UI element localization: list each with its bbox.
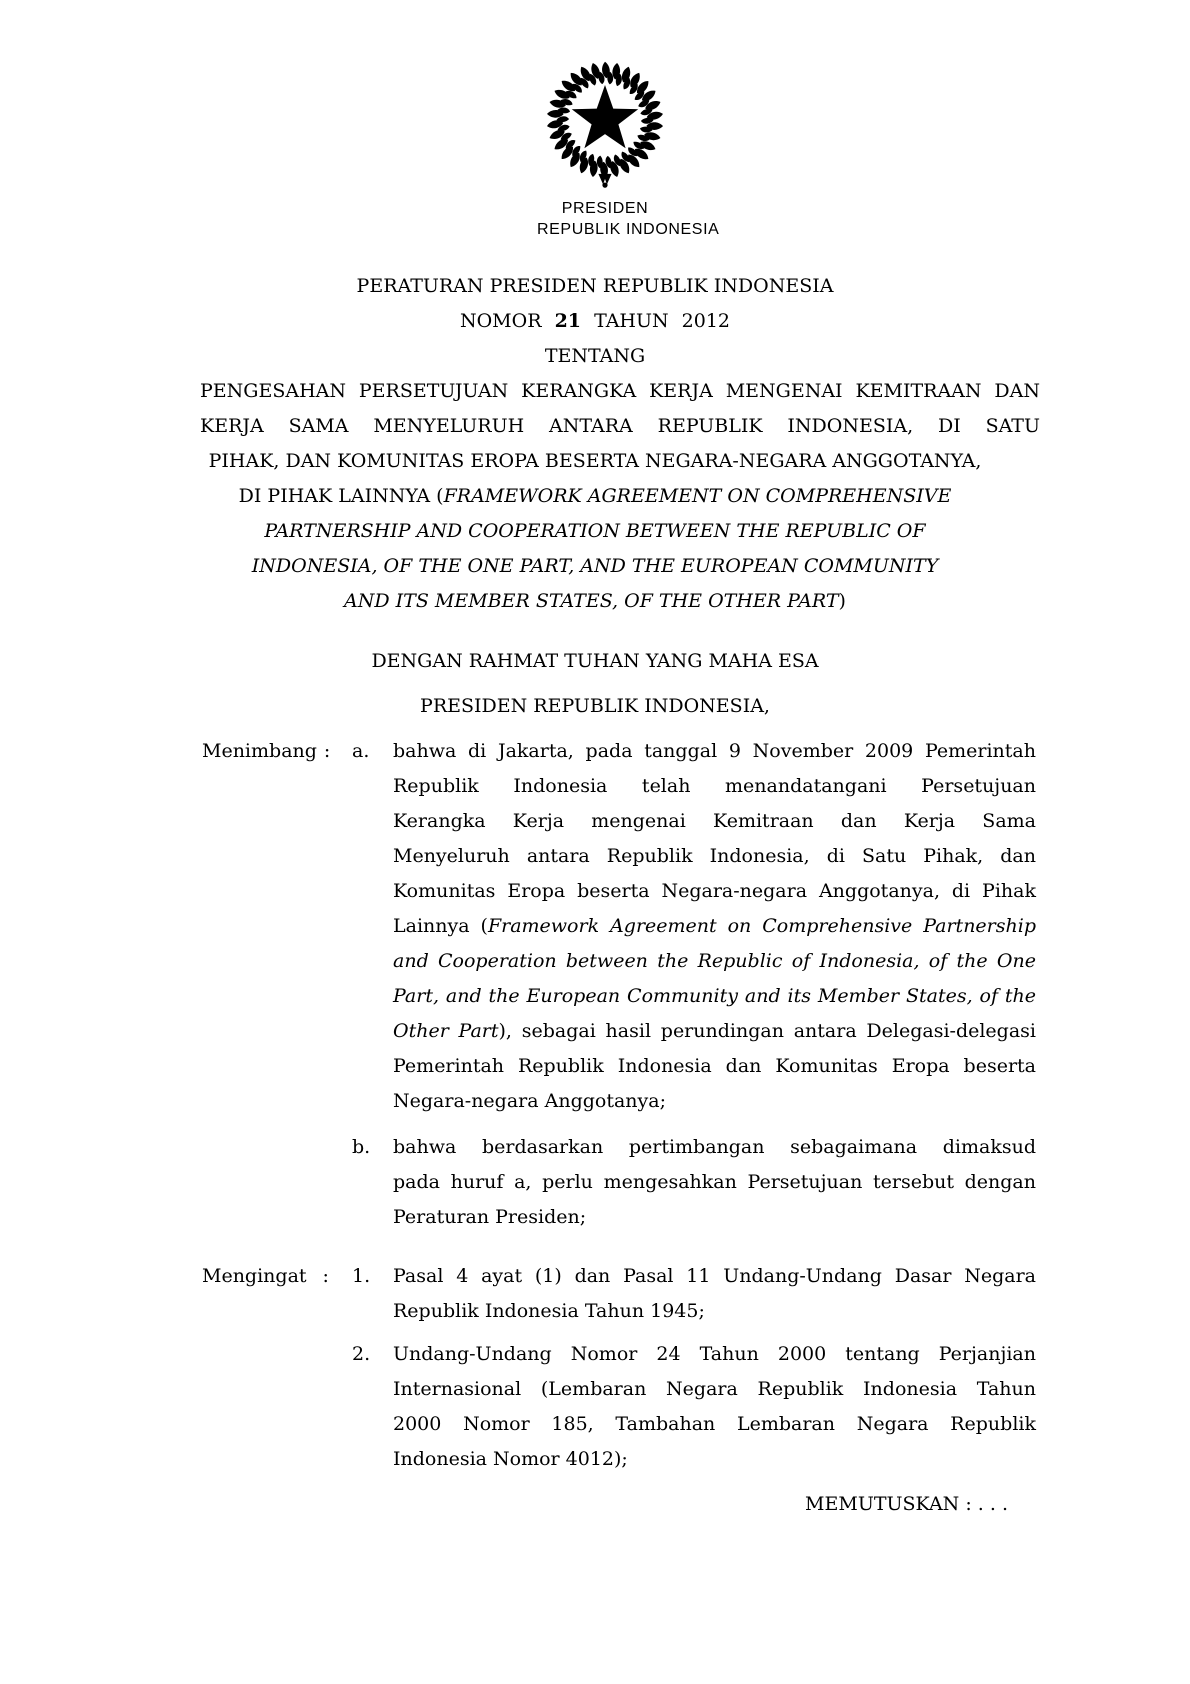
line-text: Indonesia Nomor 4012); <box>393 1448 628 1470</box>
text-line <box>393 1084 1036 1119</box>
item-marker: a. <box>352 740 370 762</box>
text-line <box>393 1407 1036 1442</box>
title-subject-line <box>200 549 990 584</box>
section-items <box>352 1259 1036 1477</box>
line-text: Pemerintah Republik Indonesia dan Komunitas Eropa beserta <box>393 1055 1036 1077</box>
subject-text: ) <box>838 590 846 612</box>
title-subject-line <box>200 444 990 479</box>
text-line <box>393 1049 1036 1084</box>
text-line <box>393 839 1036 874</box>
text-line <box>393 1372 1036 1407</box>
title-line-tentang: TENTANG <box>544 345 646 367</box>
section-items <box>352 734 1036 1235</box>
text-line <box>393 1130 1036 1165</box>
document-title <box>200 269 1040 619</box>
line-text: Komunitas Eropa beserta Negara-negara Anggotanya, di Pihak <box>393 880 1036 902</box>
section-label-text: Menimbang <box>202 740 317 762</box>
list-item-2 <box>352 1337 1036 1477</box>
line-text-italic: and Cooperation between the Republic of Indonesia, of the One <box>393 950 1036 972</box>
line-text-italic: Part, and the European Community and its Member States, of the <box>393 985 1036 1007</box>
line-text-italic: Other Part <box>393 1020 499 1042</box>
line-text: Negara-negara Anggotanya; <box>393 1090 666 1112</box>
line-text: Undang-Undang Nomor 24 Tahun 2000 tentang Perjanjian <box>393 1343 1036 1365</box>
nomor-number: 21 <box>554 310 582 332</box>
line-text: Lainnya ( <box>393 915 488 937</box>
line-text: Kerangka Kerja mengenai Kemitraan dan Kerja Sama <box>393 810 1036 832</box>
section-label-text: Mengingat <box>202 1265 307 1287</box>
section-mengingat <box>202 1259 1036 1477</box>
subject-text: PENGESAHAN PERSETUJUAN KERANGKA KERJA MENGENAI KEMITRAAN DAN <box>200 380 1040 402</box>
subject-text: PIHAK, DAN KOMUNITAS EROPA BESERTA NEGARA-NEGARA ANGGOTANYA, <box>208 450 982 472</box>
emblem-caption-line1: PRESIDEN <box>561 200 649 217</box>
list-item-b <box>352 1130 1036 1235</box>
list-item-1 <box>352 1259 1036 1329</box>
line-text: Pasal 4 ayat (1) dan Pasal 11 Undang-Undang Dasar Negara <box>393 1265 1036 1287</box>
wreath-ribbon <box>599 174 611 187</box>
text-line <box>393 1259 1036 1294</box>
star-wreath-emblem-icon <box>537 52 673 188</box>
text-line <box>393 1294 1036 1329</box>
section-label <box>202 734 352 1235</box>
presidential-emblem <box>537 52 720 240</box>
text-line <box>393 1014 1036 1049</box>
section-label-colon: : <box>323 740 331 762</box>
continuation-catchword: MEMUTUSKAN : . . . <box>805 1493 1008 1515</box>
text-line <box>393 1200 1036 1235</box>
text-line <box>393 1442 1036 1477</box>
section-label <box>202 1259 352 1477</box>
nomor-suffix: TAHUN 2012 <box>594 310 731 332</box>
title-subject-line <box>200 584 990 619</box>
title-subject-line <box>200 479 990 514</box>
subject-text-italic: AND ITS MEMBER STATES, OF THE OTHER PART <box>344 590 839 612</box>
title-subject-line <box>200 514 990 549</box>
authority-line: PRESIDEN REPUBLIK INDONESIA, <box>420 695 770 717</box>
text-line <box>393 979 1036 1014</box>
line-text: Peraturan Presiden; <box>393 1206 587 1228</box>
line-text: Menyeluruh antara Republik Indonesia, di Satu Pihak, dan <box>393 845 1036 867</box>
line-text: Internasional (Lembaran Negara Republik Indonesia Tahun <box>393 1378 1036 1400</box>
title-subject-line <box>200 374 1040 409</box>
emblem-caption <box>537 198 720 240</box>
text-line <box>393 1165 1036 1200</box>
subject-text-italic: PARTNERSHIP AND COOPERATION BETWEEN THE REPUBLIC OF <box>264 520 926 542</box>
item-marker: 1. <box>352 1265 371 1287</box>
text-line <box>393 769 1036 804</box>
text-line <box>393 944 1036 979</box>
text-line <box>393 804 1036 839</box>
line-text: ), sebagai hasil perundingan antara Delegasi-delegasi <box>498 1020 1036 1042</box>
line-text: 2000 Nomor 185, Tambahan Lembaran Negara Republik <box>393 1413 1036 1435</box>
line-text: Republik Indonesia telah menandatangani Persetujuan <box>393 775 1036 797</box>
subject-text-italic: FRAMEWORK AGREEMENT ON COMPREHENSIVE <box>443 485 952 507</box>
text-line <box>393 874 1036 909</box>
item-lines <box>393 1130 1036 1235</box>
line-text: bahwa di Jakarta, pada tanggal 9 November 2009 Pemerintah <box>393 740 1036 762</box>
text-line <box>393 734 1036 769</box>
title-subject-line <box>200 409 1040 444</box>
subject-text: DI PIHAK LAINNYA ( <box>238 485 444 507</box>
text-line <box>393 1337 1036 1372</box>
section-label-colon: : <box>322 1265 329 1287</box>
line-text: Republik Indonesia Tahun 1945; <box>393 1300 705 1322</box>
subject-text: KERJA SAMA MENYELURUH ANTARA REPUBLIK INDONESIA, DI SATU <box>200 415 1040 437</box>
text-line <box>393 909 1036 944</box>
star-icon <box>572 85 638 148</box>
nomor-prefix: NOMOR <box>459 310 542 332</box>
title-line-number <box>200 304 990 339</box>
item-marker: 2. <box>352 1343 371 1365</box>
title-line-regulation: PERATURAN PRESIDEN REPUBLIK INDONESIA <box>356 275 834 297</box>
item-lines <box>393 734 1036 1119</box>
line-text-italic: Framework Agreement on Comprehensive Partnership <box>487 915 1036 937</box>
subject-text-italic: INDONESIA, OF THE ONE PART, AND THE EUROPEAN COMMUNITY <box>251 555 939 577</box>
item-lines <box>393 1337 1036 1477</box>
line-text: bahwa berdasarkan pertimbangan sebagaimana dimaksud <box>393 1136 1036 1158</box>
list-item-a <box>352 734 1036 1119</box>
invocation-line: DENGAN RAHMAT TUHAN YANG MAHA ESA <box>371 650 819 672</box>
emblem-caption-line2: REPUBLIK INDONESIA <box>537 221 720 238</box>
line-text: pada huruf a, perlu mengesahkan Persetujuan tersebut dengan <box>393 1171 1036 1193</box>
item-lines <box>393 1259 1036 1329</box>
item-marker: b. <box>352 1136 371 1158</box>
section-menimbang <box>202 734 1036 1235</box>
